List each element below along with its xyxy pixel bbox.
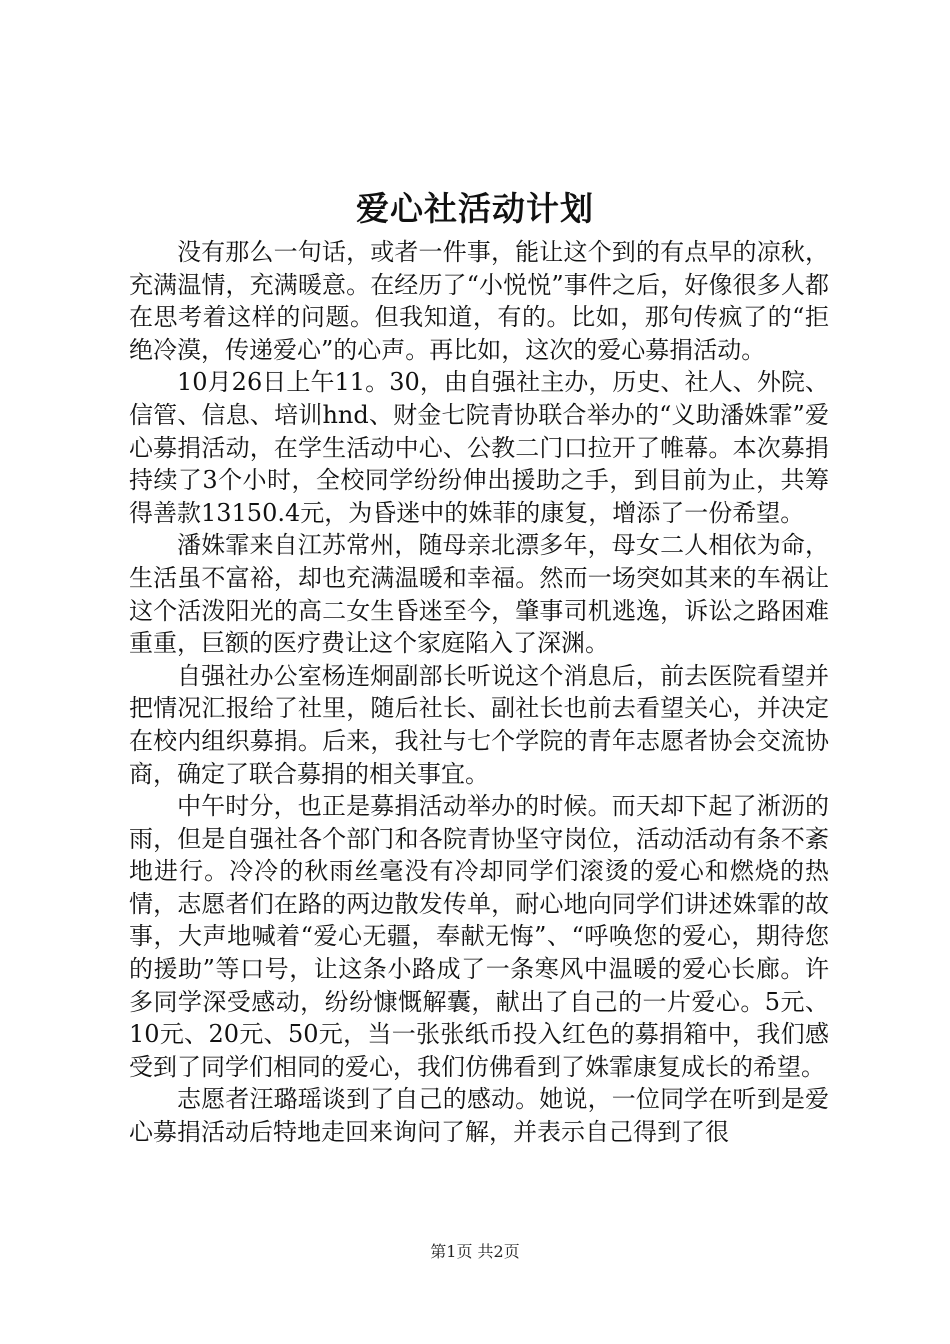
paragraph-3: 潘姝霏来自江苏常州，随母亲北漂多年，母女二人相依为命，生活虽不富裕，却也充满温暖和幸福。然而一场突如其来的车祸让这个活泼阳光的高二女生昏迷至今，肇事司机逃逸，诉讼之路困难重重，巨额的医疗费让这个家庭陷入了深渊。 <box>129 531 829 658</box>
paragraph-5: 中午时分，也正是募捐活动举办的时候。而天却下起了淅沥的雨，但是自强社各个部门和各院青协坚守岗位，活动活动有条不紊地进行。冷冷的秋雨丝毫没有冷却同学们滚烫的爱心和燃烧的热情，志愿者们在路的两边散发传单，耐心地向同学们讲述姝霏的故事，大声地喊着“爱心无疆，奉献无悔”、“呼唤您的爱心，期待您的援助”等口号，让这条小路成了一条寒风中温暖的爱心长廊。许多同学深受感动，纷纷慷慨解囊，献出了自己的一片爱心。5元、10元、20元、50元，当一张张纸币投入红色的募捐箱中，我们感受到了同学们相同的爱心，我们仿佛看到了姝霏康复成长的希望。 <box>129 792 829 1081</box>
document-title: 爱心社活动计划 <box>356 189 594 228</box>
paragraph-6: 志愿者汪璐瑶谈到了自己的感动。她说，一位同学在听到是爱心募捐活动后特地走回来询问了解，并表示自己得到了很 <box>129 1085 829 1147</box>
paragraph-4: 自强社办公室杨连炯副部长听说这个消息后，前去医院看望并把情况汇报给了社里，随后社长、副社长也前去看望关心，并决定在校内组织募捐。后来，我社与七个学院的青年志愿者协会交流协商，确定了联合募捐的相关事宜。 <box>129 661 829 788</box>
paragraph-2: 10月26日上午11。30，由自强社主办，历史、社人、外院、信管、信息、培训hnd、财金七院青协联合举办的“义助潘姝霏”爱心募捐活动，在学生活动中心、公教二门口拉开了帷幕。本次募捐持续了3个小时，全校同学纷纷伸出援助之手，到目前为止，共筹得善款13150.4元，为昏迷中的姝菲的康复，增添了一份希望。 <box>129 368 829 527</box>
document-body <box>129 236 829 1149</box>
paragraph-1: 没有那么一句话，或者一件事，能让这个到的有点早的凉秋，充满温情，充满暖意。在经历了“小悦悦”事件之后，好像很多人都在思考着这样的问题。但我知道，有的。比如，那句传疯了的“拒绝冷漠，传递爱心”的心声。再比如，这次的爱心募捐活动。 <box>129 238 829 364</box>
page-footer: 第1页 共2页 <box>430 1242 520 1261</box>
